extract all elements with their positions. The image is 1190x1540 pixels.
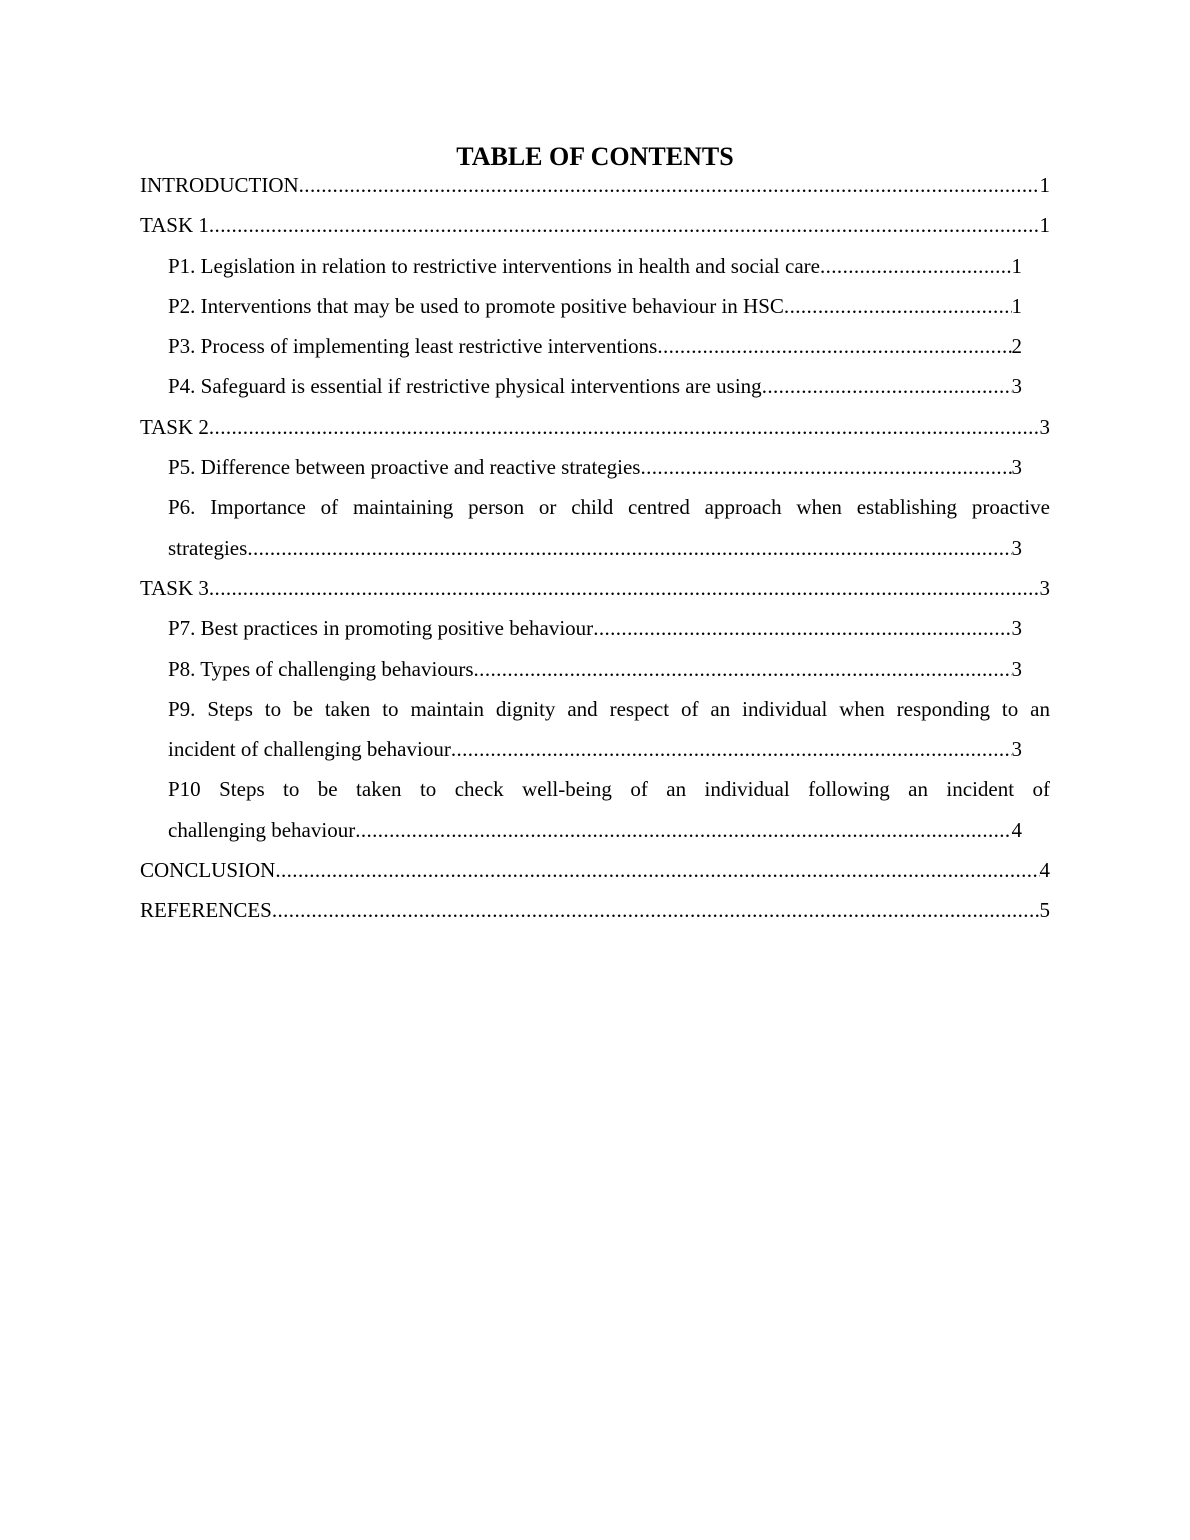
- dot-leader: [272, 890, 1040, 930]
- toc-entry-text: REFERENCES: [140, 898, 272, 923]
- toc-entry-references[interactable]: [140, 890, 1050, 930]
- toc-entry-text: incident of challenging behaviour: [168, 737, 451, 762]
- toc-entry-text: TASK 3: [140, 575, 209, 600]
- toc-entry-page: 4: [1011, 817, 1022, 842]
- toc-entry-text-line1: P9. Steps to be taken to maintain dignity and respect of an individual when responding to an: [168, 696, 1050, 721]
- toc-entry-page: 3: [1039, 575, 1050, 600]
- toc-entry-text: P2. Interventions that may be used to promote positive behaviour in HSC: [168, 293, 784, 318]
- toc-entry-p7[interactable]: [168, 608, 1022, 648]
- dot-leader: [209, 407, 1040, 447]
- toc-entry-page: 2: [1011, 334, 1022, 359]
- toc-entry-page: 3: [1011, 374, 1022, 399]
- dot-leader: [784, 286, 1012, 326]
- toc-entry-task-3[interactable]: [140, 568, 1050, 608]
- toc-entry-text-line1: P10 Steps to be taken to check well-being of an individual following an incident of: [168, 777, 1050, 802]
- toc-entry-text: challenging behaviour: [168, 817, 356, 842]
- toc-entry-text: P5. Difference between proactive and reactive strategies: [168, 455, 641, 480]
- toc-entry-p1[interactable]: [168, 246, 1022, 286]
- toc-entry-page: 3: [1039, 414, 1050, 439]
- toc-entry-page: 1: [1011, 253, 1022, 278]
- toc-entry-task-1[interactable]: [140, 205, 1050, 245]
- toc-entry-page: 3: [1011, 455, 1022, 480]
- dot-leader: [593, 608, 1011, 648]
- dot-leader: [657, 326, 1011, 366]
- toc-entry-p9[interactable]: [168, 689, 1050, 770]
- dot-leader: [355, 810, 1011, 850]
- dot-leader: [762, 366, 1012, 406]
- toc-entry-text-line1: P6. Importance of maintaining person or child centred approach when establishing proactive: [168, 495, 1050, 520]
- toc-entry-page: 4: [1039, 858, 1050, 883]
- toc-entry-text: TASK 1: [140, 213, 209, 238]
- dot-leader: [474, 649, 1012, 689]
- toc-entry-p2[interactable]: [168, 286, 1022, 326]
- toc-entry-page: 3: [1011, 616, 1022, 641]
- toc-entry-text: P4. Safeguard is essential if restrictive physical interventions are using: [168, 374, 762, 399]
- toc-entry-p5[interactable]: [168, 447, 1022, 487]
- toc-entry-page: 1: [1039, 213, 1050, 238]
- toc-title: TABLE OF CONTENTS: [456, 142, 734, 171]
- toc-entry-p8[interactable]: [168, 649, 1022, 689]
- toc-entry-conclusion[interactable]: [140, 850, 1050, 890]
- dot-leader: [275, 850, 1039, 890]
- toc-entry-text: TASK 2: [140, 414, 209, 439]
- toc-entry-text: P1. Legislation in relation to restrictive interventions in health and social care: [168, 253, 820, 278]
- dot-leader: [299, 165, 1040, 205]
- toc-entry-p10[interactable]: [168, 769, 1050, 850]
- toc-entry-page: 3: [1011, 737, 1022, 762]
- toc-entry-page: 5: [1039, 898, 1050, 923]
- toc-entry-p3[interactable]: [168, 326, 1022, 366]
- toc-entry-page: 1: [1039, 173, 1050, 197]
- toc-entry-text: P3. Process of implementing least restrictive interventions: [168, 334, 658, 359]
- toc-entry-text: P7. Best practices in promoting positive behaviour: [168, 616, 594, 641]
- toc-entry-page: 3: [1011, 535, 1022, 560]
- dot-leader: [820, 246, 1012, 286]
- dot-leader: [247, 528, 1011, 568]
- toc-entry-text: strategies: [168, 535, 248, 560]
- toc-entry-page: 1: [1011, 293, 1022, 318]
- dot-leader: [209, 205, 1040, 245]
- toc-entry-task-2[interactable]: [140, 407, 1050, 447]
- toc-entry-p6[interactable]: [168, 487, 1050, 568]
- toc-entry-text: INTRODUCTION: [140, 173, 299, 197]
- toc-entry-page: 3: [1011, 656, 1022, 681]
- dot-leader: [209, 568, 1040, 608]
- dot-leader: [451, 729, 1012, 769]
- toc-entry-introduction[interactable]: [140, 165, 1050, 205]
- dot-leader: [640, 447, 1011, 487]
- table-of-contents: [140, 165, 1050, 931]
- toc-entry-text: CONCLUSION: [140, 858, 276, 883]
- toc-entry-p4[interactable]: [168, 366, 1022, 406]
- toc-entry-text: P8. Types of challenging behaviours: [168, 656, 474, 681]
